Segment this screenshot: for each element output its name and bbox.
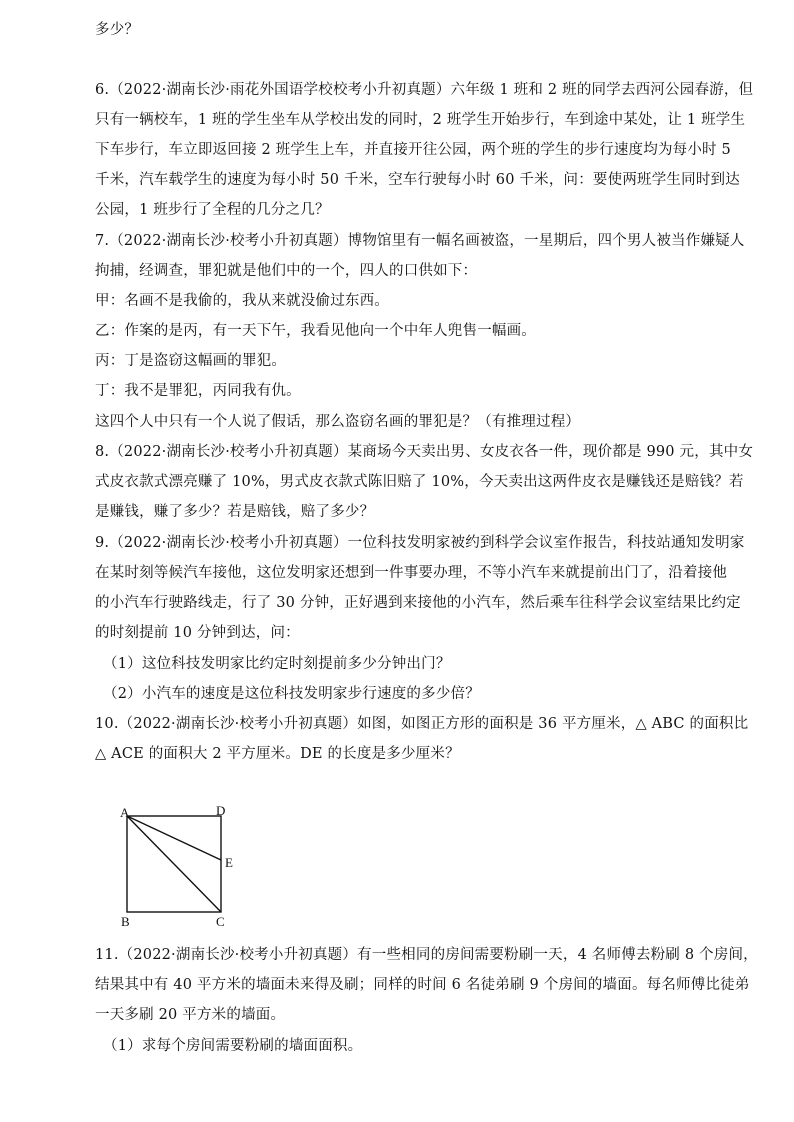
- question-7-line: 甲：名画不是我偷的，我从来就没偷过东西。: [95, 293, 389, 309]
- square-figure: [112, 802, 242, 932]
- question-11-line: 结果其中有 40 平方米的墙面未来得及刷；同样的时间 6 名徒弟刷 9 个房间的墙面。每名师傅比徒弟: [95, 977, 750, 993]
- question-7-line: 这四个人中只有一个人说了假话，那么盗窃名画的罪犯是？（有推理过程）: [95, 414, 581, 430]
- question-9-line: 的小汽车行驶路线走，行了 30 分钟，正好遇到来接他的小汽车，然后乘车往科学会议室结果比约定: [95, 595, 741, 611]
- question-6-line: 公园，1 班步行了全程的几分之几？: [95, 202, 330, 218]
- diagonal-ac: [127, 816, 221, 912]
- question-9-subquestion-1: （1）这位科技发明家比约定时刻提前多少分钟出门？: [103, 656, 451, 672]
- question-9-line: 9.（2022·湖南长沙·校考小升初真题）一位科技发明家被约到科学会议室作报告，科技站通知发明家: [95, 535, 745, 551]
- label-d: D: [216, 803, 226, 818]
- question-8-line: 是赚钱，赚了多少？若是赔钱，赔了多少？: [95, 504, 375, 520]
- question-8-line: 8.（2022·湖南长沙·校考小升初真题）某商场今天卖出男、女皮衣各一件，现价都是 990 元，其中女: [95, 444, 754, 460]
- question-11-line: 11.（2022·湖南长沙·校考小升初真题）有一些相同的房间需要粉刷一天，4 名师傅去粉刷 8 个房间，: [95, 947, 758, 963]
- question-11-line: 一天多刷 20 平方米的墙面。: [95, 1007, 286, 1023]
- question-9-subquestion-2: （2）小汽车的速度是这位科技发明家步行速度的多少倍？: [103, 686, 480, 702]
- question-7-line: 丙：丁是盗窃这幅画的罪犯。: [95, 353, 287, 369]
- question-6-line: 千米，汽车载学生的速度为每小时 50 千米，空车行驶每小时 60 千米，问：要使两班学生同时到达: [95, 172, 740, 188]
- label-b: B: [121, 914, 130, 929]
- label-e: E: [225, 855, 233, 870]
- question-8-line: 式皮衣款式漂亮赚了 10%，男式皮衣款式陈旧赔了 10%，今天卖出这两件皮衣是赚钱还是赔钱？若: [95, 474, 744, 490]
- question-6-line: 6.（2022·湖南长沙·雨花外国语学校校考小升初真题）六年级 1 班和 2 班的同学去西河公园春游，但: [95, 82, 754, 98]
- question-7-line: 乙：作案的是丙，有一天下午，我看见他向一个中年人兜售一幅画。: [95, 323, 536, 339]
- question-7-line: 7.（2022·湖南长沙·校考小升初真题）博物馆里有一幅名画被盗，一星期后，四个男人被当作嫌疑人: [95, 233, 745, 249]
- question-7-line: 拘捕，经调查，罪犯就是他们中的一个，四人的口供如下：: [95, 263, 478, 279]
- question-11-subquestion-1: （1）求每个房间需要粉刷的墙面面积。: [103, 1038, 363, 1054]
- question-9-line: 的时刻提前 10 分钟到达，问：: [95, 625, 300, 641]
- question-10-line: 10.（2022·湖南长沙·校考小升初真题）如图，如图正方形的面积是 36 平方厘米，△ ABC 的面积比: [95, 716, 749, 732]
- label-a: A: [120, 805, 130, 820]
- segment-ae: [127, 816, 221, 860]
- question-7-line: 丁：我不是罪犯，丙同我有仇。: [95, 383, 301, 399]
- square-diagram: [112, 802, 242, 932]
- question-6-line: 只有一辆校车，1 班的学生坐车从学校出发的同时，2 班学生开始步行，车到途中某处，让 1 班学生: [95, 112, 746, 128]
- question-10-line: △ ACE 的面积大 2 平方厘米。DE 的长度是多少厘米？: [95, 746, 460, 762]
- text-line: 多少？: [95, 22, 140, 38]
- question-9-line: 在某时刻等候汽车接他，这位发明家还想到一件事要办理，不等小汽车来就提前出门了，沿着接他: [95, 565, 728, 581]
- question-6-line: 下车步行，车立即返回接 2 班学生上车，并直接开往公园，两个班的学生的步行速度均为每小时 5: [95, 142, 731, 158]
- label-c: C: [216, 914, 225, 929]
